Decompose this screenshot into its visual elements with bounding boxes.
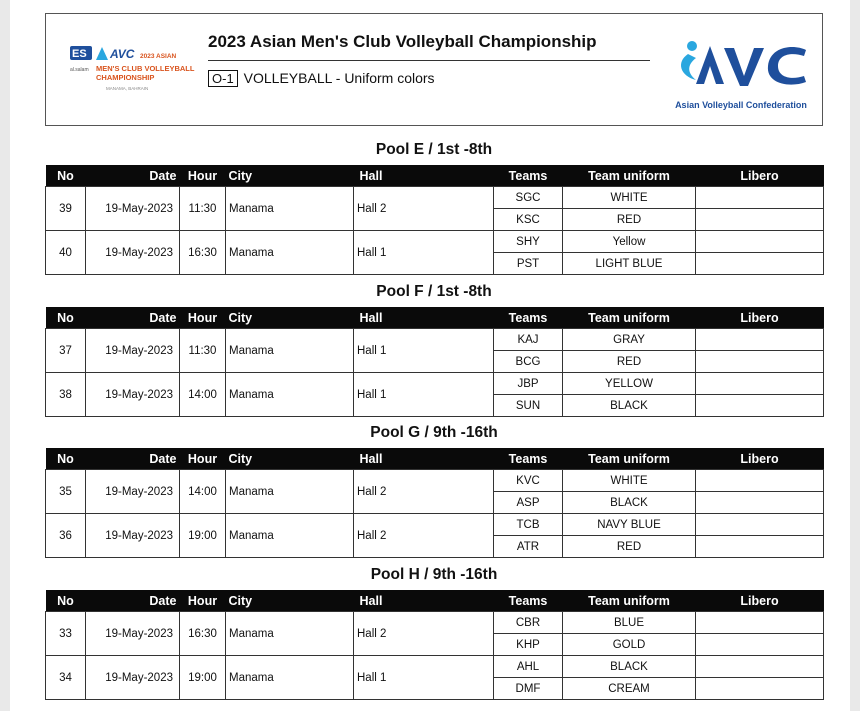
team-code: KAJ xyxy=(494,329,563,351)
match-number: 33 xyxy=(46,612,86,656)
match-number: 39 xyxy=(46,187,86,231)
match-date: 19-May-2023 xyxy=(86,514,180,558)
document-subtitle xyxy=(208,70,435,87)
column-header-uniform: Team uniform xyxy=(563,165,696,187)
column-header-teams: Teams xyxy=(494,448,563,470)
match-hour: 14:00 xyxy=(180,373,226,417)
team-uniform: RED xyxy=(563,209,696,231)
column-header-hour: Hour xyxy=(180,307,226,329)
libero-cell xyxy=(696,329,824,351)
column-header-hour: Hour xyxy=(180,165,226,187)
match-hour: 19:00 xyxy=(180,656,226,700)
svg-text:MEN'S CLUB VOLLEYBALL: MEN'S CLUB VOLLEYBALL xyxy=(96,64,195,73)
column-header-hall: Hall xyxy=(354,448,494,470)
match-number: 36 xyxy=(46,514,86,558)
libero-cell xyxy=(696,678,824,700)
match-hour: 16:30 xyxy=(180,612,226,656)
team-uniform: CREAM xyxy=(563,678,696,700)
team-code: JBP xyxy=(494,373,563,395)
team-uniform: WHITE xyxy=(563,187,696,209)
match-hall: Hall 2 xyxy=(354,514,494,558)
team-code: ATR xyxy=(494,536,563,558)
team-code: PST xyxy=(494,253,563,275)
team-uniform: RED xyxy=(563,536,696,558)
match-number: 35 xyxy=(46,470,86,514)
team-uniform: GRAY xyxy=(563,329,696,351)
pool-table xyxy=(45,307,824,417)
pool-table xyxy=(45,590,824,700)
match-date: 19-May-2023 xyxy=(86,612,180,656)
match-city: Manama xyxy=(226,514,354,558)
team-code: TCB xyxy=(494,514,563,536)
pool-title: Pool E / 1st -8th xyxy=(375,141,493,158)
pool-title: Pool G / 9th -16th xyxy=(370,424,498,441)
table-row xyxy=(46,514,824,536)
libero-cell xyxy=(696,514,824,536)
team-code: SUN xyxy=(494,395,563,417)
header-row xyxy=(46,165,824,187)
column-header-teams: Teams xyxy=(494,307,563,329)
match-hall: Hall 2 xyxy=(354,187,494,231)
column-header-city: City xyxy=(226,448,354,470)
document-subtitle-text: VOLLEYBALL - Uniform colors xyxy=(243,70,435,86)
column-header-hall: Hall xyxy=(354,307,494,329)
column-header-no: No xyxy=(46,590,86,612)
column-header-teams: Teams xyxy=(494,165,563,187)
column-header-no: No xyxy=(46,307,86,329)
column-header-uniform: Team uniform xyxy=(563,590,696,612)
match-hall: Hall 2 xyxy=(354,470,494,514)
table-row xyxy=(46,187,824,209)
match-hour: 19:00 xyxy=(180,514,226,558)
column-header-hour: Hour xyxy=(180,590,226,612)
libero-cell xyxy=(696,351,824,373)
svg-text:AVC: AVC xyxy=(110,47,135,61)
libero-cell xyxy=(696,187,824,209)
match-date: 19-May-2023 xyxy=(86,231,180,275)
header-row xyxy=(46,307,824,329)
table-row xyxy=(46,470,824,492)
column-header-uniform: Team uniform xyxy=(563,307,696,329)
team-code: KHP xyxy=(494,634,563,656)
match-date: 19-May-2023 xyxy=(86,656,180,700)
match-date: 19-May-2023 xyxy=(86,187,180,231)
match-hall: Hall 1 xyxy=(354,656,494,700)
team-uniform: BLUE xyxy=(563,612,696,634)
column-header-date: Date xyxy=(86,590,180,612)
document-title: 2023 Asian Men's Club Volleyball Championship xyxy=(208,32,597,51)
team-code: ASP xyxy=(494,492,563,514)
table-row xyxy=(46,656,824,678)
column-header-uniform: Team uniform xyxy=(563,448,696,470)
libero-cell xyxy=(696,612,824,634)
match-hall: Hall 1 xyxy=(354,373,494,417)
team-uniform: BLACK xyxy=(563,492,696,514)
table-row xyxy=(46,231,824,253)
match-city: Manama xyxy=(226,612,354,656)
avc-caption: Asian Volleyball Confederation xyxy=(675,100,807,110)
document-header xyxy=(45,13,823,126)
svg-text:2023 ASIAN: 2023 ASIAN xyxy=(140,53,177,60)
match-number: 38 xyxy=(46,373,86,417)
table-row xyxy=(46,612,824,634)
team-uniform: LIGHT BLUE xyxy=(563,253,696,275)
team-uniform: GOLD xyxy=(563,634,696,656)
libero-cell xyxy=(696,253,824,275)
column-header-city: City xyxy=(226,590,354,612)
match-hour: 11:30 xyxy=(180,187,226,231)
avc-logo-icon xyxy=(666,36,816,98)
match-hall: Hall 1 xyxy=(354,231,494,275)
column-header-no: No xyxy=(46,165,86,187)
column-header-city: City xyxy=(226,307,354,329)
team-uniform: NAVY BLUE xyxy=(563,514,696,536)
team-uniform: BLACK xyxy=(563,656,696,678)
match-city: Manama xyxy=(226,656,354,700)
match-city: Manama xyxy=(226,231,354,275)
header-row xyxy=(46,590,824,612)
column-header-libero: Libero xyxy=(696,307,824,329)
column-header-hall: Hall xyxy=(354,590,494,612)
libero-cell xyxy=(696,656,824,678)
match-hall: Hall 2 xyxy=(354,612,494,656)
match-city: Manama xyxy=(226,470,354,514)
column-header-date: Date xyxy=(86,307,180,329)
table-row xyxy=(46,329,824,351)
team-code: DMF xyxy=(494,678,563,700)
team-code: SHY xyxy=(494,231,563,253)
libero-cell xyxy=(696,634,824,656)
team-code: KSC xyxy=(494,209,563,231)
team-uniform: BLACK xyxy=(563,395,696,417)
team-uniform: WHITE xyxy=(563,470,696,492)
libero-cell xyxy=(696,231,824,253)
libero-cell xyxy=(696,395,824,417)
team-code: BCG xyxy=(494,351,563,373)
championship-logo xyxy=(70,44,195,99)
column-header-hour: Hour xyxy=(180,448,226,470)
svg-text:al.salam: al.salam xyxy=(70,67,89,73)
match-date: 19-May-2023 xyxy=(86,329,180,373)
match-city: Manama xyxy=(226,373,354,417)
column-header-no: No xyxy=(46,448,86,470)
pool-table xyxy=(45,448,824,558)
team-code: SGC xyxy=(494,187,563,209)
team-code: CBR xyxy=(494,612,563,634)
avc-logo xyxy=(666,36,816,110)
document-code: O-1 xyxy=(208,70,238,87)
match-number: 34 xyxy=(46,656,86,700)
team-code: KVC xyxy=(494,470,563,492)
match-city: Manama xyxy=(226,187,354,231)
libero-cell xyxy=(696,209,824,231)
match-hour: 14:00 xyxy=(180,470,226,514)
svg-text:MANAMA, BAHRAIN: MANAMA, BAHRAIN xyxy=(106,86,149,91)
header-row xyxy=(46,448,824,470)
libero-cell xyxy=(696,470,824,492)
match-number: 37 xyxy=(46,329,86,373)
column-header-date: Date xyxy=(86,165,180,187)
column-header-libero: Libero xyxy=(696,448,824,470)
match-hall: Hall 1 xyxy=(354,329,494,373)
svg-text:CHAMPIONSHIP: CHAMPIONSHIP xyxy=(96,73,155,82)
libero-cell xyxy=(696,536,824,558)
match-date: 19-May-2023 xyxy=(86,373,180,417)
column-header-libero: Libero xyxy=(696,590,824,612)
column-header-city: City xyxy=(226,165,354,187)
match-date: 19-May-2023 xyxy=(86,470,180,514)
match-hour: 16:30 xyxy=(180,231,226,275)
team-uniform: RED xyxy=(563,351,696,373)
column-header-teams: Teams xyxy=(494,590,563,612)
libero-cell xyxy=(696,492,824,514)
pool-title: Pool F / 1st -8th xyxy=(376,283,492,300)
column-header-date: Date xyxy=(86,448,180,470)
team-uniform: Yellow xyxy=(563,231,696,253)
title-divider xyxy=(208,60,650,61)
document-page xyxy=(10,0,850,711)
libero-cell xyxy=(696,373,824,395)
team-uniform: YELLOW xyxy=(563,373,696,395)
match-city: Manama xyxy=(226,329,354,373)
team-code: AHL xyxy=(494,656,563,678)
match-number: 40 xyxy=(46,231,86,275)
table-row xyxy=(46,373,824,395)
column-header-hall: Hall xyxy=(354,165,494,187)
column-header-libero: Libero xyxy=(696,165,824,187)
pool-table xyxy=(45,165,824,275)
match-hour: 11:30 xyxy=(180,329,226,373)
svg-text:ES: ES xyxy=(72,48,87,60)
pool-title: Pool H / 9th -16th xyxy=(370,566,498,583)
